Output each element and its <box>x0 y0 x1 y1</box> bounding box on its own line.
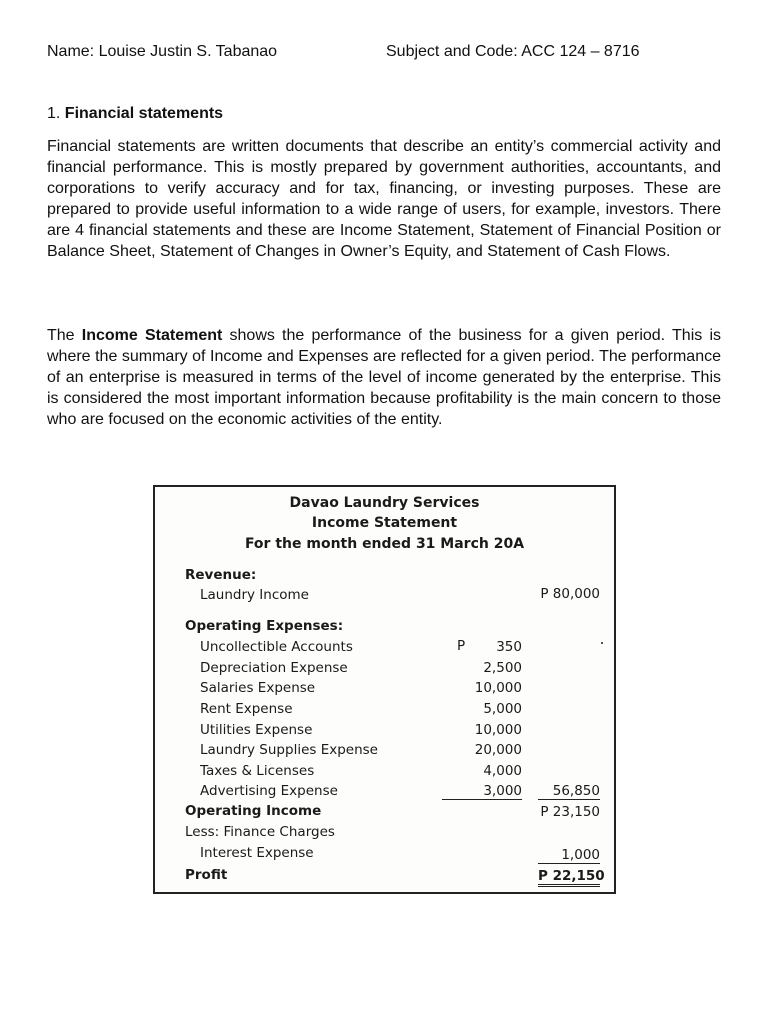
document-header <box>47 43 727 65</box>
operating-income-label: Operating Income <box>185 803 322 819</box>
statement-title: Income Statement <box>311 515 458 531</box>
total-expenses-value: 56,850 <box>538 783 600 800</box>
expense-label: Laundry Supplies Expense <box>200 742 378 758</box>
opex-heading: Operating Expenses: <box>185 618 344 634</box>
expense-value: 2,500 <box>483 660 522 676</box>
profit-label: Profit <box>185 867 228 883</box>
expense-value: 350 <box>496 639 522 655</box>
expense-label: Taxes & Licenses <box>200 763 315 779</box>
section-number: 1. <box>47 105 65 122</box>
less-finance-label: Less: Finance Charges <box>185 824 335 840</box>
laundry-income-value: P 80,000 <box>540 586 600 602</box>
paragraph-financial-statements: Financial statements are written documents that describe an entity’s commercial activity and financial performance. This is mostly prepared by government authorities, accountants, and corporations to verify accuracy and for tax, financing, or investing purposes. These are prepared to provide useful information to a wide range of users, for example, investors. There are 4 financial statements and these are Income Statement, Statement of Financial Position or Balance Sheet, Statement of Changes in Owner’s Equity, and Statement of Cash Flows. <box>47 138 721 260</box>
statement-company: Davao Laundry Services <box>289 495 480 511</box>
scan-speck <box>601 642 603 644</box>
interest-label: Interest Expense <box>200 845 314 861</box>
income-statement-image <box>153 485 616 894</box>
section-heading <box>47 105 223 123</box>
expense-value: 10,000 <box>474 680 522 696</box>
expense-label: Depreciation Expense <box>200 660 348 676</box>
p2-rest: shows the performance of the business for a given period. This is where the summary of Income and Expenses are reflected for a given period. The performance of an enterprise is measured in terms of the level of income generated by the enterprise. This is considered the most important information because profitability is the main concern to those who are focused on the economic activities of the entity. <box>47 327 722 428</box>
expense-label: Advertising Expense <box>200 783 338 799</box>
expense-peso-sign: P <box>457 638 466 654</box>
expense-value: 10,000 <box>474 722 522 738</box>
expense-value: 4,000 <box>483 763 522 779</box>
interest-value: 1,000 <box>538 847 600 864</box>
revenue-heading: Revenue: <box>185 567 257 583</box>
laundry-income-label: Laundry Income <box>200 587 309 603</box>
p2-bold-term: Income Statement <box>81 327 223 344</box>
expense-value: 20,000 <box>474 742 522 758</box>
p2-prefix: The <box>47 327 82 344</box>
expense-value: 3,000 <box>442 783 522 800</box>
paragraph-income-statement <box>47 325 721 430</box>
section-title: Financial statements <box>64 105 224 122</box>
student-name: Name: Louise Justin S. Tabanao <box>47 43 278 60</box>
profit-value: P 22,150 <box>538 868 600 887</box>
expense-value: 5,000 <box>483 701 522 717</box>
operating-income-value: P 23,150 <box>540 804 600 820</box>
statement-period: For the month ended 31 March 20A <box>244 536 525 552</box>
expense-label: Uncollectible Accounts <box>200 639 353 655</box>
subject-code: Subject and Code: ACC 124 – 8716 <box>386 43 640 60</box>
expense-label: Salaries Expense <box>200 680 316 696</box>
expense-label: Rent Expense <box>200 701 293 717</box>
expense-label: Utilities Expense <box>200 722 313 738</box>
